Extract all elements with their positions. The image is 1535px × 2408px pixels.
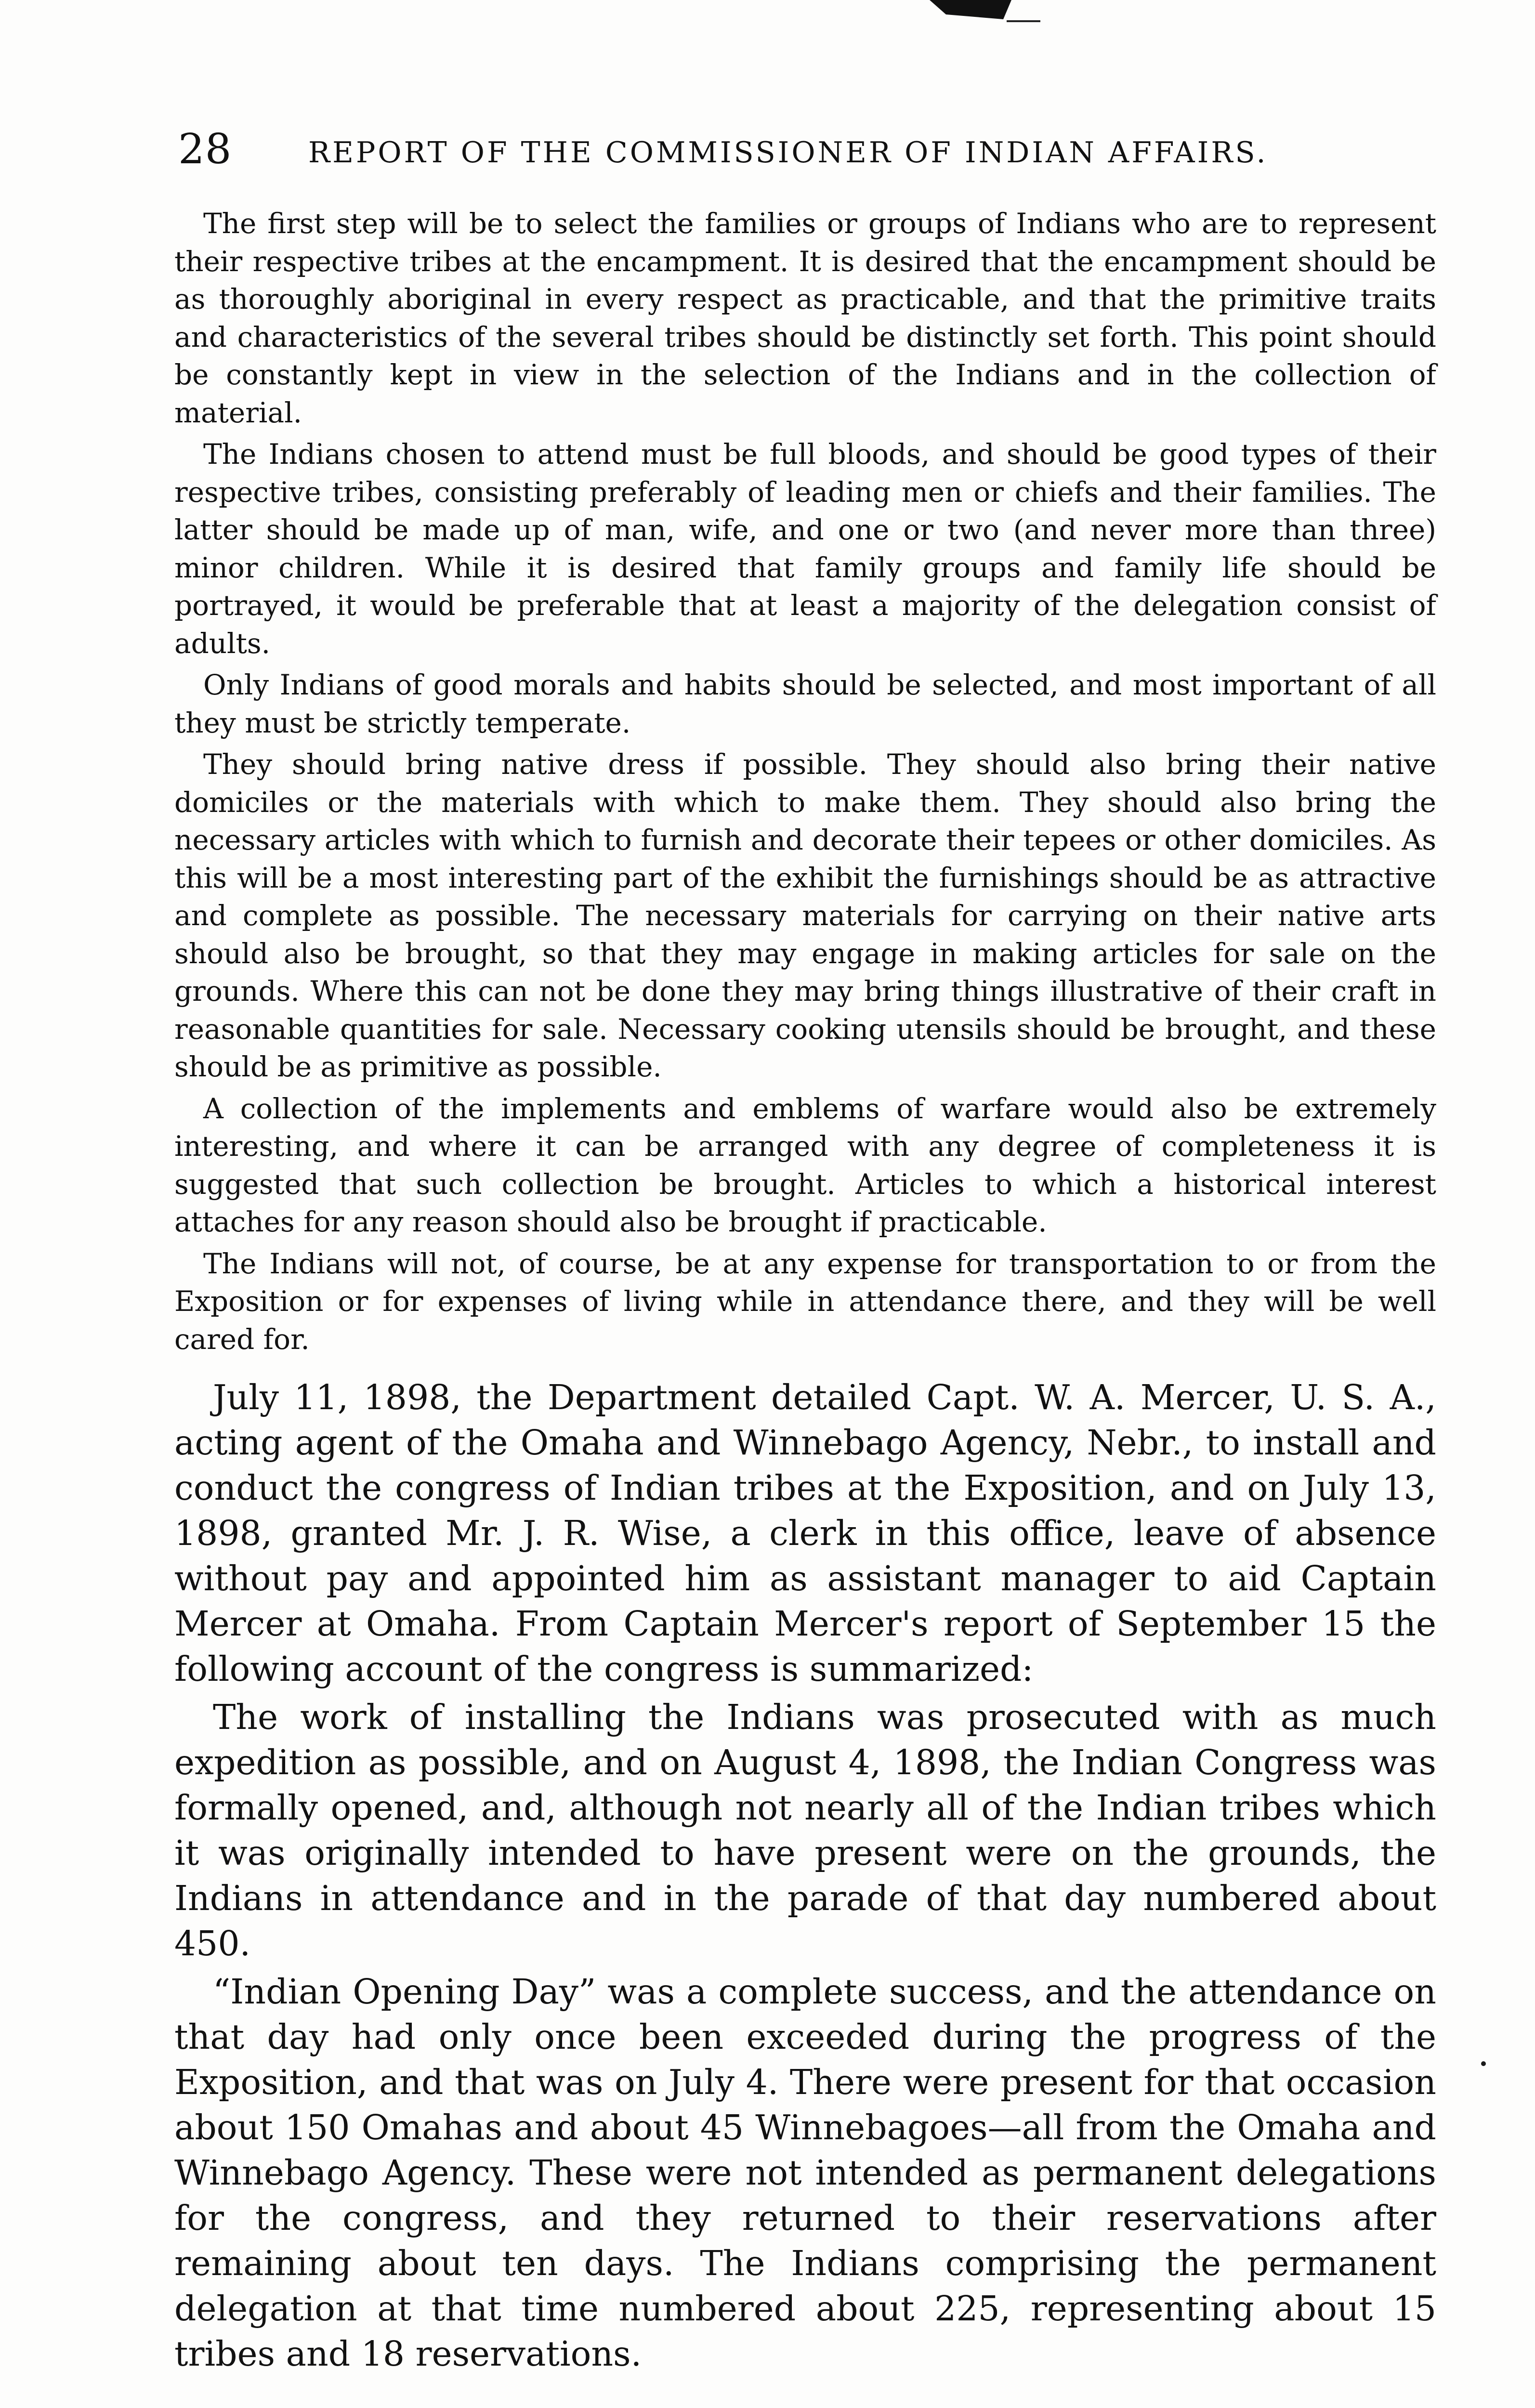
scan-artifact-line bbox=[1007, 20, 1040, 22]
report-body-text bbox=[174, 1375, 1436, 2377]
circular-paragraph-2: The Indians chosen to attend must be full bloods, and should be good types of their respective tribes, consisting preferably of leading men or chiefs and their families. The latter should be made up of man, wife, and one or two (and never more than three) minor children. While it is desired that family groups and family life should be portrayed, it would be preferable that at least a majority of the delegation consist of adults. bbox=[174, 438, 1436, 660]
circular-paragraph-1: The first step will be to select the families or groups of Indians who are to represent their respective tribes at the encampment. It is desired that the encampment should be as thoroughly aboriginal in every respect as practicable, and that the primitive traits and characteristics of the several tribes should be distinctly set forth. This point should be constantly kept in view in the selection of the Indians and in the collection of material. bbox=[174, 207, 1436, 429]
report-paragraph-2: The work of installing the Indians was prosecuted with as much expedition as possible, and on August 4, 1898, the Indian Congress was formally opened, and, although not nearly all of the Indian tribes which it was originally intended to have present were on the grounds, the Indians in attendance and in the parade of that day numbered about 450. bbox=[174, 1697, 1436, 1963]
circular-quoted-text bbox=[174, 205, 1436, 1358]
scan-artifact-dot-right bbox=[1481, 2061, 1486, 2066]
report-paragraph-3: “Indian Opening Day” was a complete success, and the attendance on that day had only once been exceeded during the progress of the Exposition, and that was on July 4. There were present for that occasion about 150 Omahas and about 45 Winnebagoes—all from the Omaha and Winnebago Agency. These were not intended as permanent delegations for the congress, and they returned to their reservations after remaining about ten days. The Indians comprising the permanent delegation at that time numbered about 225, representing about 15 tribes and 18 reservations. bbox=[174, 1972, 1436, 2374]
circular-paragraph-6: The Indians will not, of course, be at any expense for transportation to or from the Exposition or for expenses of living while in attendance there, and they will be well cared for. bbox=[174, 1247, 1436, 1356]
circular-paragraph-4: They should bring native dress if possible. They should also bring their native domiciles or the materials with which to make them. They should also bring the necessary articles with which to furnish and decorate their tepees or other domiciles. As this will be a most interesting part of the exhibit the furnishings should be as attractive and complete as possible. The necessary materials for carrying on their native arts should also be brought, so that they may engage in making articles for sale on the grounds. Where this can not be done they may bring things illustrative of their craft in reasonable quantities for sale. Necessary cooking utensils should be brought, and these should be as primitive as possible. bbox=[174, 748, 1436, 1083]
report-paragraph-1: July 11, 1898, the Department detailed Capt. W. A. Mercer, U. S. A., acting agent of the Omaha and Winnebago Agency, Nebr., to install and conduct the congress of Indian tribes at the Exposition, and on July 13, 1898, granted Mr. J. R. Wise, a clerk in this office, leave of absence without pay and appointed him as assistant manager to aid Captain Mercer at Omaha. From Captain Mercer's report of September 15 the following account of the congress is summarized: bbox=[174, 1377, 1436, 1689]
circular-paragraph-3: Only Indians of good morals and habits should be selected, and most important of all they must be strictly temperate. bbox=[174, 668, 1436, 739]
page-header bbox=[178, 123, 1373, 176]
scan-artifact-mark bbox=[930, 0, 1011, 19]
running-head: REPORT OF THE COMMISSIONER OF INDIAN AFFAIRS. bbox=[308, 136, 1268, 170]
circular-paragraph-5: A collection of the implements and emblems of warfare would also be extremely interesting, and where it can be arranged with any degree of completeness it is suggested that such collection be brought. Articles to which a historical interest attaches for any reason should also be brought if practicable. bbox=[174, 1092, 1436, 1238]
page-number: 28 bbox=[178, 125, 232, 173]
